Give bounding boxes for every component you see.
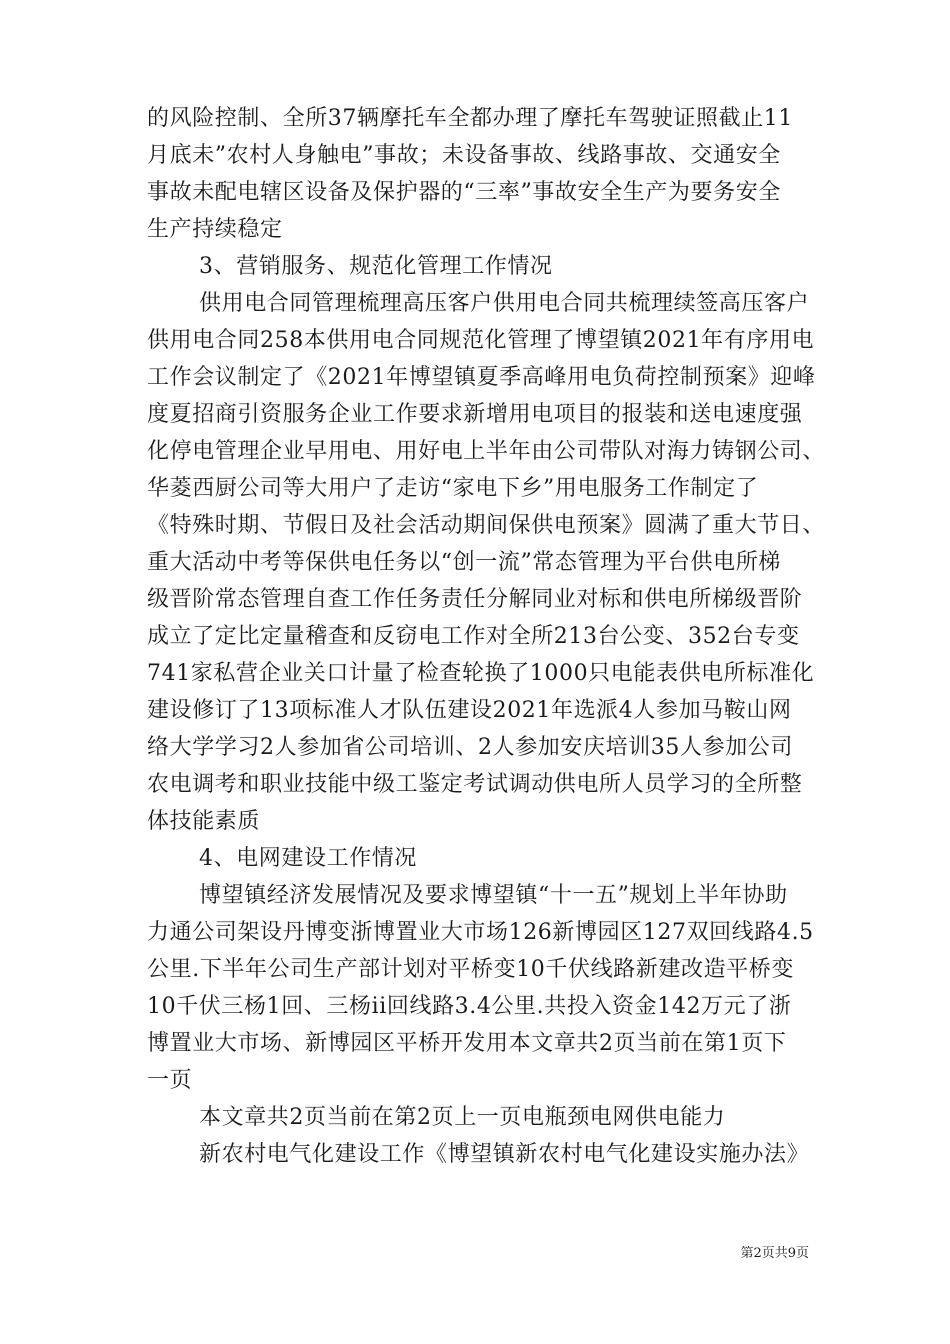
text-line: 化停电管理企业早用电、用好电上半年由公司带队对海力铸钢公司、 xyxy=(147,439,826,464)
text-line: 成立了定比定量稽查和反窃电工作对全所213台公变、352台专变 xyxy=(147,624,800,649)
text-line: 一页 xyxy=(147,1068,193,1093)
text-line: 10千伏三杨1回、三杨ii回线路3.4公里.共投入资金142万元了浙 xyxy=(147,994,792,1019)
text-line: 重大活动中考等保供电任务以“创一流”常态管理为平台供电所梯 xyxy=(147,550,781,575)
text-line: 生产持续稳定 xyxy=(147,217,283,242)
text-line: 级晋阶常态管理自查工作任务责任分解同业对标和供电所梯级晋阶 xyxy=(147,587,803,612)
text-line: 建设修订了13项标准人才队伍建设2021年选派4人参加马鞍山网 xyxy=(147,698,792,723)
text-line: 的风险控制、全所37辆摩托车全都办理了摩托车驾驶证照截止11 xyxy=(147,106,793,131)
text-line: 《特殊时期、节假日及社会活动期间保供电预案》圆满了重大节日、 xyxy=(147,513,826,538)
text-line: 3、营销服务、规范化管理工作情况 xyxy=(199,254,553,279)
text-line: 4、电网建设工作情况 xyxy=(199,846,417,871)
text-line: 力通公司架设丹博变浙博置业大市场126新博园区127双回线路4.5 xyxy=(147,920,814,945)
text-line: 农电调考和职业技能中级工鉴定考试调动供电所人员学习的全所整 xyxy=(147,772,803,797)
text-line: 供用电合同管理梳理高压客户供用电合同共梳理续签高压客户 xyxy=(199,291,810,316)
text-line: 事故未配电辖区设备及保护器的“三率”事故安全生产为要务安全 xyxy=(147,180,781,205)
text-line: 体技能素质 xyxy=(147,809,261,834)
text-line: 本文章共2页当前在第2页上一页电瓶颈电网供电能力 xyxy=(199,1105,726,1130)
text-line: 华菱西厨公司等大用户了走访“家电下乡”用电服务工作制定了 xyxy=(147,476,759,501)
text-line: 月底未”农村人身触电”事故；未设备事故、线路事故、交通安全 xyxy=(147,143,781,168)
document-body xyxy=(147,100,826,1173)
text-line: 博望镇经济发展情况及要求博望镇“十一五”规划上半年协助 xyxy=(199,883,788,908)
text-line: 741家私营企业关口计量了检查轮换了1000只电能表供电所标准化 xyxy=(147,661,815,686)
text-line: 络大学学习2人参加省公司培训、2人参加安庆培训35人参加公司 xyxy=(147,735,793,760)
text-line: 新农村电气化建设工作《博望镇新农村电气化建设实施办法》 xyxy=(199,1142,810,1167)
text-line: 公里.下半年公司生产部计划对平桥变10千伏线路新建改造平桥变 xyxy=(147,957,794,982)
text-line: 工作会议制定了《2021年博望镇夏季高峰用电负荷控制预案》迎峰 xyxy=(147,365,816,390)
text-line: 度夏招商引资服务企业工作要求新增用电项目的报装和送电速度强 xyxy=(147,402,803,427)
text-line: 博置业大市场、新博园区平桥开发用本文章共2页当前在第1页下 xyxy=(147,1031,787,1056)
page-footer: 第2页共9页 xyxy=(740,1246,809,1261)
text-line: 供用电合同258本供用电合同规范化管理了博望镇2021年有序用电 xyxy=(147,328,815,353)
